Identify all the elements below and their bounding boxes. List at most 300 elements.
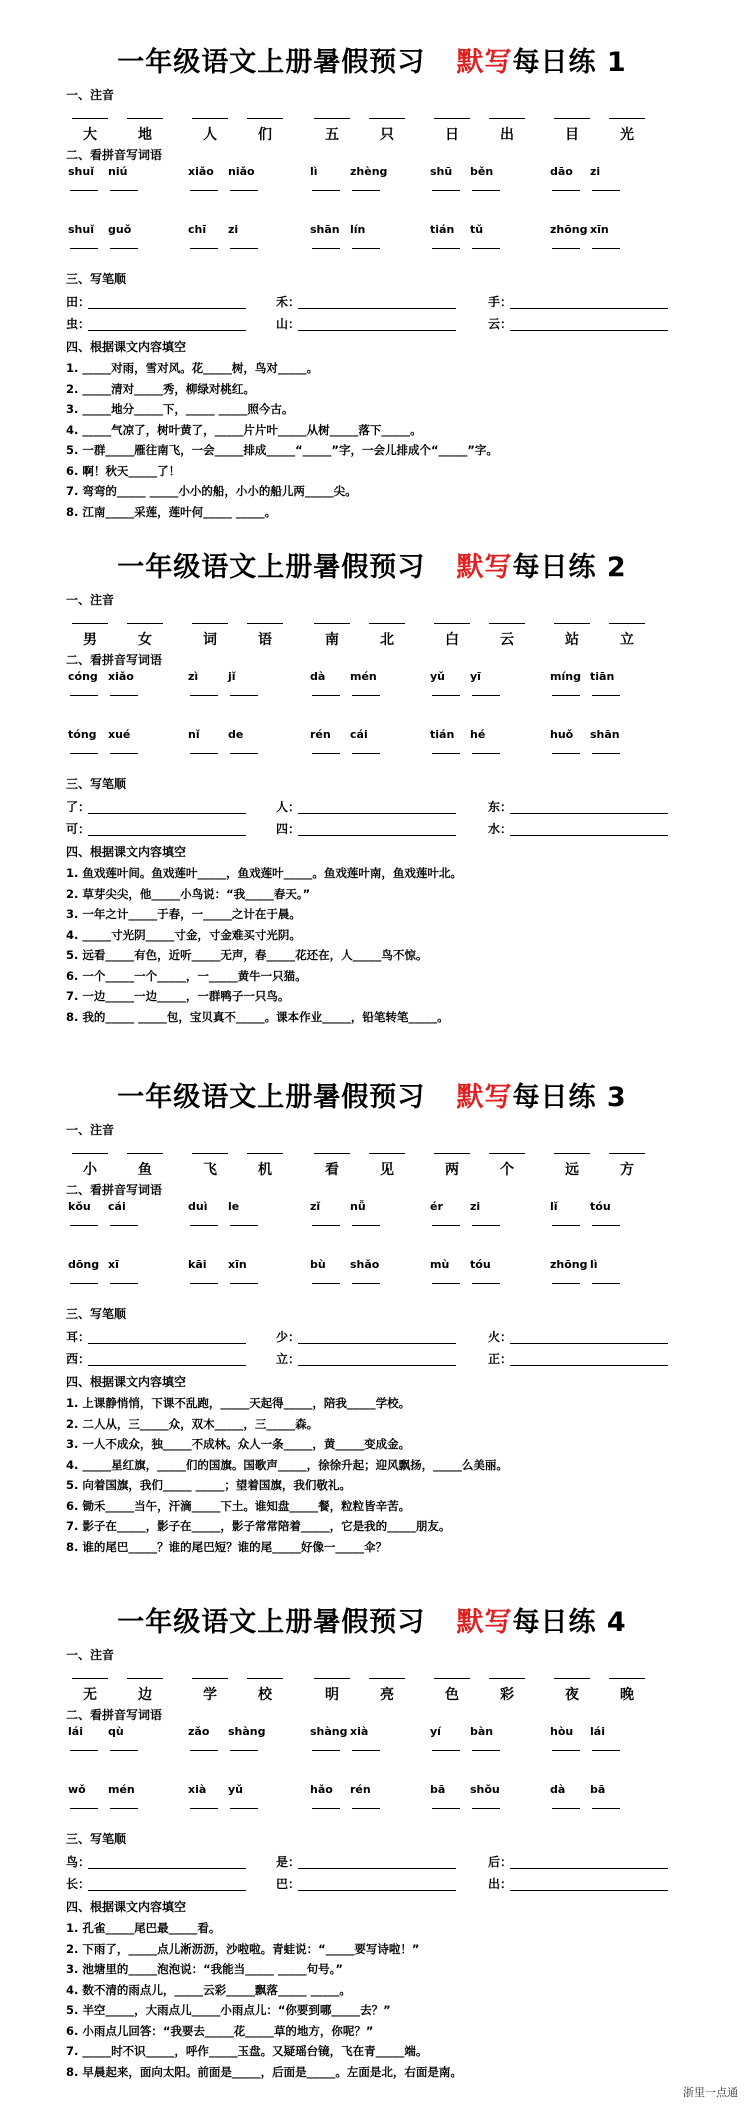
fill-blank-sentence: 3. 池塘里的_____泡泡说：“我能当_____ _____句号。” bbox=[66, 1962, 343, 1976]
fill-blank-sentence: 1. _____对雨，雪对风。花_____树，鸟对_____。 bbox=[66, 361, 319, 375]
stroke-char-label: 虫： bbox=[66, 317, 91, 331]
section-pinyin-annotate: 一、注音 bbox=[66, 1648, 115, 1662]
stroke-answer-line[interactable] bbox=[298, 835, 456, 836]
stroke-answer-line[interactable] bbox=[88, 835, 246, 836]
pinyin-syllable: le bbox=[228, 1200, 240, 1213]
fill-blank-sentence: 7. 一边_____一边_____，一群鸭子一只鸟。 bbox=[66, 989, 290, 1003]
word-char: 词 bbox=[203, 632, 217, 648]
pinyin-syllable: shàng bbox=[310, 1725, 348, 1738]
word-answer-line[interactable] bbox=[70, 190, 98, 191]
stroke-answer-line[interactable] bbox=[298, 1868, 456, 1869]
word-answer-line[interactable] bbox=[110, 1750, 138, 1751]
pinyin-syllable: zǐ bbox=[310, 1200, 321, 1213]
stroke-answer-line[interactable] bbox=[510, 1365, 668, 1366]
section-fill-blanks: 四、根据课文内容填空 bbox=[66, 845, 187, 859]
word-char: 出 bbox=[500, 127, 514, 143]
pinyin-answer-line[interactable] bbox=[314, 118, 350, 119]
word-answer-line[interactable] bbox=[592, 1283, 620, 1284]
pinyin-syllable: yī bbox=[470, 670, 481, 683]
stroke-answer-line[interactable] bbox=[298, 1365, 456, 1366]
pinyin-syllable: wǒ bbox=[68, 1783, 86, 1796]
stroke-answer-line[interactable] bbox=[298, 330, 456, 331]
stroke-answer-line[interactable] bbox=[510, 1868, 668, 1869]
stroke-char-label: 巴： bbox=[276, 1877, 301, 1891]
pinyin-syllable: zhōng bbox=[550, 223, 588, 236]
word-answer-line[interactable] bbox=[592, 1225, 620, 1226]
word-answer-line[interactable] bbox=[592, 190, 620, 191]
word-answer-line[interactable] bbox=[552, 1225, 580, 1226]
word-answer-line[interactable] bbox=[110, 695, 138, 696]
pinyin-answer-line[interactable] bbox=[192, 623, 228, 624]
stroke-char-label: 后： bbox=[488, 1855, 513, 1869]
section-pinyin-annotate: 一、注音 bbox=[66, 88, 115, 102]
pinyin-syllable: cái bbox=[350, 728, 368, 741]
word-answer-line[interactable] bbox=[70, 753, 98, 754]
pinyin-answer-line[interactable] bbox=[192, 1678, 228, 1679]
word-answer-line[interactable] bbox=[352, 248, 380, 249]
word-answer-line[interactable] bbox=[472, 1750, 500, 1751]
title-red-text: 默写 bbox=[456, 47, 513, 78]
word-answer-line[interactable] bbox=[70, 1750, 98, 1751]
word-answer-line[interactable] bbox=[552, 1808, 580, 1809]
pinyin-syllable: ér bbox=[430, 1200, 443, 1213]
fill-blank-sentence: 4. _____气凉了，树叶黄了，_____片片叶_____从树_____落下_____。 bbox=[66, 422, 422, 437]
pinyin-syllable: xī bbox=[108, 1258, 119, 1271]
pinyin-answer-line[interactable] bbox=[609, 1678, 645, 1679]
word-answer-line[interactable] bbox=[552, 190, 580, 191]
pinyin-syllable: xiǎo bbox=[108, 670, 134, 683]
word-answer-line[interactable] bbox=[230, 695, 258, 696]
pinyin-answer-line[interactable] bbox=[369, 118, 405, 119]
pinyin-answer-line[interactable] bbox=[609, 623, 645, 624]
pinyin-answer-line[interactable] bbox=[554, 118, 590, 119]
word-answer-line[interactable] bbox=[230, 1283, 258, 1284]
fill-blank-sentence: 1. 孔雀_____尾巴最_____看。 bbox=[66, 1921, 221, 1935]
word-char: 无 bbox=[83, 1687, 97, 1703]
pinyin-answer-line[interactable] bbox=[72, 1153, 108, 1154]
title-spacer bbox=[425, 47, 456, 78]
stroke-char-label: 四： bbox=[276, 822, 301, 836]
word-answer-line[interactable] bbox=[472, 1225, 500, 1226]
stroke-char-label: 鸟： bbox=[66, 1855, 91, 1869]
word-answer-line[interactable] bbox=[70, 695, 98, 696]
fill-blank-sentence: 7. 影子在_____，影子在_____，影子常常陪着_____，它是我的_____朋友。 bbox=[66, 1519, 451, 1533]
pinyin-syllable: shàng bbox=[228, 1725, 266, 1738]
word-char: 人 bbox=[203, 127, 217, 143]
word-answer-line[interactable] bbox=[432, 1283, 460, 1284]
word-answer-line[interactable] bbox=[110, 248, 138, 249]
pinyin-answer-line[interactable] bbox=[489, 623, 525, 624]
title-red-text: 默写 bbox=[456, 552, 513, 583]
pinyin-answer-line[interactable] bbox=[434, 118, 470, 119]
stroke-answer-line[interactable] bbox=[510, 835, 668, 836]
word-answer-line[interactable] bbox=[552, 695, 580, 696]
word-answer-line[interactable] bbox=[592, 1808, 620, 1809]
pinyin-syllable: běn bbox=[470, 165, 494, 178]
stroke-char-label: 水： bbox=[488, 822, 513, 836]
pinyin-answer-line[interactable] bbox=[127, 118, 163, 119]
stroke-answer-line[interactable] bbox=[298, 813, 456, 814]
word-answer-line[interactable] bbox=[352, 190, 380, 191]
worksheet-1 bbox=[0, 40, 744, 540]
stroke-answer-line[interactable] bbox=[298, 1890, 456, 1891]
title-main: 一年级语文上册暑假预习 bbox=[117, 552, 426, 583]
fill-blank-sentence: 3. _____地分_____下，_____ _____照今古。 bbox=[66, 402, 294, 416]
word-char: 远 bbox=[565, 1162, 579, 1178]
stroke-char-label: 禾： bbox=[276, 295, 301, 309]
word-char: 边 bbox=[138, 1687, 152, 1703]
pinyin-syllable: xué bbox=[108, 728, 131, 741]
word-char: 日 bbox=[445, 127, 459, 143]
stroke-char-label: 长： bbox=[66, 1877, 91, 1891]
word-char: 们 bbox=[258, 127, 272, 143]
pinyin-answer-line[interactable] bbox=[434, 1153, 470, 1154]
pinyin-answer-line[interactable] bbox=[247, 1153, 283, 1154]
pinyin-syllable: tián bbox=[430, 223, 455, 236]
fill-blank-sentence: 3. 一年之计_____于春，一_____之计在于晨。 bbox=[66, 907, 301, 921]
word-answer-line[interactable] bbox=[472, 753, 500, 754]
pinyin-answer-line[interactable] bbox=[192, 118, 228, 119]
word-answer-line[interactable] bbox=[70, 1225, 98, 1226]
pinyin-answer-line[interactable] bbox=[72, 623, 108, 624]
worksheet-4 bbox=[0, 1600, 744, 2100]
word-char: 晚 bbox=[620, 1687, 634, 1703]
pinyin-syllable: niú bbox=[108, 165, 128, 178]
stroke-answer-line[interactable] bbox=[510, 308, 668, 309]
sheet-title bbox=[0, 1600, 744, 1639]
word-answer-line[interactable] bbox=[110, 190, 138, 191]
word-char: 两 bbox=[445, 1162, 459, 1178]
word-answer-line[interactable] bbox=[472, 190, 500, 191]
word-char: 校 bbox=[258, 1687, 272, 1703]
fill-blank-sentence: 6. 啊！秋天_____了！ bbox=[66, 463, 181, 478]
pinyin-answer-line[interactable] bbox=[489, 1153, 525, 1154]
word-answer-line[interactable] bbox=[312, 695, 340, 696]
section-pinyin-annotate: 一、注音 bbox=[66, 593, 115, 607]
word-answer-line[interactable] bbox=[230, 248, 258, 249]
pinyin-syllable: dōng bbox=[68, 1258, 100, 1271]
pinyin-answer-line[interactable] bbox=[247, 623, 283, 624]
pinyin-syllable: bā bbox=[590, 1783, 606, 1796]
word-answer-line[interactable] bbox=[190, 248, 218, 249]
pinyin-syllable: tiān bbox=[590, 670, 615, 683]
word-answer-line[interactable] bbox=[592, 695, 620, 696]
pinyin-answer-line[interactable] bbox=[369, 623, 405, 624]
pinyin-answer-line[interactable] bbox=[72, 118, 108, 119]
pinyin-answer-line[interactable] bbox=[609, 1153, 645, 1154]
pinyin-syllable: xiǎo bbox=[188, 165, 214, 178]
pinyin-syllable: nǐ bbox=[188, 728, 200, 741]
pinyin-syllable: bā bbox=[430, 1783, 446, 1796]
pinyin-syllable: zi bbox=[590, 165, 601, 178]
stroke-answer-line[interactable] bbox=[510, 330, 668, 331]
fill-blank-sentence: 3. 一人不成众，独_____不成林。众人一条_____，黄_____变成金。 bbox=[66, 1437, 411, 1451]
fill-blank-sentence: 2. 草芽尖尖，他_____小鸟说：“我_____春天。” bbox=[66, 886, 311, 901]
word-answer-line[interactable] bbox=[312, 1225, 340, 1226]
pinyin-syllable: zì bbox=[188, 670, 199, 683]
stroke-answer-line[interactable] bbox=[88, 1890, 246, 1891]
word-answer-line[interactable] bbox=[190, 1283, 218, 1284]
word-answer-line[interactable] bbox=[312, 1750, 340, 1751]
section-write-words: 二、看拼音写词语 bbox=[66, 1708, 163, 1722]
word-answer-line[interactable] bbox=[432, 248, 460, 249]
word-char: 机 bbox=[258, 1162, 272, 1178]
pinyin-syllable: dāo bbox=[550, 165, 573, 178]
pinyin-answer-line[interactable] bbox=[609, 118, 645, 119]
pinyin-answer-line[interactable] bbox=[554, 1678, 590, 1679]
pinyin-answer-line[interactable] bbox=[369, 1153, 405, 1154]
title-suffix: 每日练 4 bbox=[512, 1607, 627, 1638]
word-char: 站 bbox=[565, 632, 579, 648]
word-answer-line[interactable] bbox=[312, 248, 340, 249]
word-char: 色 bbox=[445, 1687, 459, 1703]
fill-blank-sentence: 8. 我的_____ _____包，宝贝真不_____。课本作业_____，铅笔转笔_____。 bbox=[66, 1009, 449, 1024]
pinyin-syllable: xīn bbox=[590, 223, 609, 236]
word-answer-line[interactable] bbox=[472, 1283, 500, 1284]
fill-blank-sentence: 5. 向着国旗，我们_____ _____；望着国旗，我们敬礼。 bbox=[66, 1478, 351, 1492]
sheet-title bbox=[0, 40, 744, 79]
word-char: 大 bbox=[83, 127, 97, 143]
word-char: 立 bbox=[620, 632, 634, 648]
pinyin-answer-line[interactable] bbox=[314, 1678, 350, 1679]
stroke-char-label: 少： bbox=[276, 1330, 301, 1344]
stroke-char-label: 耳： bbox=[66, 1330, 91, 1344]
stroke-char-label: 手： bbox=[488, 295, 513, 309]
pinyin-answer-line[interactable] bbox=[434, 1678, 470, 1679]
word-char: 光 bbox=[620, 127, 634, 143]
title-main: 一年级语文上册暑假预习 bbox=[117, 1607, 426, 1638]
word-char: 只 bbox=[380, 127, 394, 143]
pinyin-answer-line[interactable] bbox=[554, 623, 590, 624]
fill-blank-sentence: 7. _____时不识_____，呼作_____玉盘。又疑瑶台镜，飞在青_____端。 bbox=[66, 2044, 428, 2058]
word-answer-line[interactable] bbox=[230, 190, 258, 191]
title-red-text: 默写 bbox=[456, 1082, 513, 1113]
word-answer-line[interactable] bbox=[472, 248, 500, 249]
word-answer-line[interactable] bbox=[432, 190, 460, 191]
pinyin-syllable: zhèng bbox=[350, 165, 388, 178]
word-answer-line[interactable] bbox=[70, 248, 98, 249]
pinyin-syllable: cóng bbox=[68, 670, 98, 683]
title-main: 一年级语文上册暑假预习 bbox=[117, 47, 426, 78]
pinyin-syllable: tǔ bbox=[470, 223, 484, 236]
pinyin-syllable: bàn bbox=[470, 1725, 494, 1738]
stroke-answer-line[interactable] bbox=[510, 1890, 668, 1891]
stroke-char-label: 火： bbox=[488, 1330, 513, 1344]
pinyin-answer-line[interactable] bbox=[314, 623, 350, 624]
word-answer-line[interactable] bbox=[352, 1283, 380, 1284]
section-fill-blanks: 四、根据课文内容填空 bbox=[66, 1375, 187, 1389]
pinyin-syllable: zhōng bbox=[550, 1258, 588, 1271]
pinyin-answer-line[interactable] bbox=[369, 1678, 405, 1679]
word-answer-line[interactable] bbox=[70, 1808, 98, 1809]
pinyin-syllable: dà bbox=[310, 670, 326, 683]
word-answer-line[interactable] bbox=[312, 1283, 340, 1284]
word-char: 白 bbox=[445, 632, 459, 648]
title-spacer bbox=[425, 1082, 456, 1113]
pinyin-syllable: míng bbox=[550, 670, 581, 683]
pinyin-syllable: nǚ bbox=[350, 1200, 366, 1213]
pinyin-answer-line[interactable] bbox=[127, 1153, 163, 1154]
word-answer-line[interactable] bbox=[432, 1225, 460, 1226]
stroke-answer-line[interactable] bbox=[88, 1343, 246, 1344]
pinyin-syllable: lái bbox=[590, 1725, 605, 1738]
word-answer-line[interactable] bbox=[230, 1808, 258, 1809]
pinyin-syllable: hòu bbox=[550, 1725, 574, 1738]
pinyin-syllable: yǔ bbox=[228, 1783, 244, 1796]
word-answer-line[interactable] bbox=[352, 1750, 380, 1751]
stroke-answer-line[interactable] bbox=[298, 1343, 456, 1344]
word-char: 夜 bbox=[565, 1687, 579, 1703]
word-answer-line[interactable] bbox=[110, 753, 138, 754]
title-suffix: 每日练 3 bbox=[512, 1082, 627, 1113]
pinyin-syllable: rén bbox=[350, 1783, 371, 1796]
pinyin-answer-line[interactable] bbox=[489, 118, 525, 119]
pinyin-answer-line[interactable] bbox=[314, 1153, 350, 1154]
word-char: 个 bbox=[500, 1162, 514, 1178]
pinyin-answer-line[interactable] bbox=[247, 1678, 283, 1679]
word-answer-line[interactable] bbox=[230, 1750, 258, 1751]
pinyin-syllable: mù bbox=[430, 1258, 450, 1271]
word-answer-line[interactable] bbox=[432, 695, 460, 696]
pinyin-answer-line[interactable] bbox=[489, 1678, 525, 1679]
pinyin-syllable: duì bbox=[188, 1200, 208, 1213]
word-answer-line[interactable] bbox=[190, 1808, 218, 1809]
fill-blank-sentence: 6. 锄禾_____当午，汗滴_____下土。谁知盘_____餐，粒粒皆辛苦。 bbox=[66, 1498, 411, 1513]
word-answer-line[interactable] bbox=[592, 753, 620, 754]
word-answer-line[interactable] bbox=[352, 695, 380, 696]
fill-blank-sentence: 4. _____星红旗，_____们的国旗。国歌声_____，徐徐升起；迎风飘扬，_____么美丽。 bbox=[66, 1457, 508, 1472]
pinyin-syllable: cái bbox=[108, 1200, 126, 1213]
fill-blank-sentence: 1. 上课静悄悄，下课不乱跑，_____天起得_____，陪我_____学校。 bbox=[66, 1396, 411, 1410]
word-char: 学 bbox=[203, 1687, 217, 1703]
word-answer-line[interactable] bbox=[190, 1225, 218, 1226]
pinyin-answer-line[interactable] bbox=[247, 118, 283, 119]
pinyin-syllable: mén bbox=[350, 670, 377, 683]
stroke-answer-line[interactable] bbox=[88, 308, 246, 309]
stroke-answer-line[interactable] bbox=[298, 308, 456, 309]
word-answer-line[interactable] bbox=[552, 753, 580, 754]
word-answer-line[interactable] bbox=[472, 1808, 500, 1809]
word-answer-line[interactable] bbox=[312, 753, 340, 754]
word-char: 目 bbox=[565, 127, 579, 143]
stroke-char-label: 可： bbox=[66, 822, 91, 836]
stroke-answer-line[interactable] bbox=[88, 330, 246, 331]
word-answer-line[interactable] bbox=[552, 248, 580, 249]
pinyin-syllable: shǎo bbox=[350, 1258, 380, 1271]
pinyin-syllable: bù bbox=[310, 1258, 326, 1271]
word-answer-line[interactable] bbox=[230, 1225, 258, 1226]
section-stroke-order: 三、写笔顺 bbox=[66, 1307, 127, 1321]
fill-blank-sentence: 8. 谁的尾巴_____？谁的尾巴短？谁的尾_____好像一_____伞？ bbox=[66, 1539, 388, 1554]
title-suffix: 每日练 1 bbox=[512, 47, 627, 78]
word-answer-line[interactable] bbox=[190, 753, 218, 754]
stroke-char-label: 立： bbox=[276, 1352, 301, 1366]
pinyin-answer-line[interactable] bbox=[127, 1678, 163, 1679]
section-write-words: 二、看拼音写词语 bbox=[66, 653, 163, 667]
section-write-words: 二、看拼音写词语 bbox=[66, 148, 163, 162]
pinyin-syllable: jǐ bbox=[228, 670, 236, 683]
title-main: 一年级语文上册暑假预习 bbox=[117, 1082, 426, 1113]
word-answer-line[interactable] bbox=[432, 1750, 460, 1751]
pinyin-syllable: tóng bbox=[68, 728, 97, 741]
word-answer-line[interactable] bbox=[70, 1283, 98, 1284]
word-char: 明 bbox=[325, 1687, 339, 1703]
fill-blank-sentence: 6. 一个_____一个_____，一_____黄牛一只猫。 bbox=[66, 968, 307, 983]
stroke-char-label: 田： bbox=[66, 295, 91, 309]
pinyin-syllable: chī bbox=[188, 223, 207, 236]
word-answer-line[interactable] bbox=[190, 190, 218, 191]
word-answer-line[interactable] bbox=[472, 695, 500, 696]
pinyin-syllable: shuǐ bbox=[68, 165, 94, 178]
word-answer-line[interactable] bbox=[352, 753, 380, 754]
stroke-answer-line[interactable] bbox=[88, 1868, 246, 1869]
word-answer-line[interactable] bbox=[352, 1225, 380, 1226]
section-stroke-order: 三、写笔顺 bbox=[66, 777, 127, 791]
word-answer-line[interactable] bbox=[592, 248, 620, 249]
word-answer-line[interactable] bbox=[230, 753, 258, 754]
pinyin-syllable: tián bbox=[430, 728, 455, 741]
word-answer-line[interactable] bbox=[432, 753, 460, 754]
word-char: 见 bbox=[380, 1162, 394, 1178]
pinyin-syllable: tóu bbox=[590, 1200, 611, 1213]
stroke-char-label: 了： bbox=[66, 800, 91, 814]
worksheet-2 bbox=[0, 545, 744, 1045]
word-answer-line[interactable] bbox=[110, 1225, 138, 1226]
stroke-answer-line[interactable] bbox=[88, 813, 246, 814]
word-char: 飞 bbox=[203, 1162, 217, 1178]
pinyin-syllable: hé bbox=[470, 728, 486, 741]
stroke-answer-line[interactable] bbox=[510, 813, 668, 814]
fill-blank-sentence: 4. _____寸光阴_____寸金，寸金难买寸光阴。 bbox=[66, 927, 301, 942]
word-answer-line[interactable] bbox=[190, 1750, 218, 1751]
word-answer-line[interactable] bbox=[312, 190, 340, 191]
pinyin-syllable: mén bbox=[108, 1783, 135, 1796]
word-answer-line[interactable] bbox=[592, 1750, 620, 1751]
word-char: 小 bbox=[83, 1162, 97, 1178]
pinyin-answer-line[interactable] bbox=[192, 1153, 228, 1154]
pinyin-syllable: niǎo bbox=[228, 165, 255, 178]
fill-blank-sentence: 2. _____清对_____秀，柳绿对桃红。 bbox=[66, 381, 255, 396]
pinyin-answer-line[interactable] bbox=[127, 623, 163, 624]
word-char: 方 bbox=[620, 1162, 634, 1178]
pinyin-answer-line[interactable] bbox=[554, 1153, 590, 1154]
stroke-char-label: 人： bbox=[276, 800, 301, 814]
word-char: 云 bbox=[500, 632, 514, 648]
word-answer-line[interactable] bbox=[552, 1750, 580, 1751]
pinyin-answer-line[interactable] bbox=[72, 1678, 108, 1679]
word-answer-line[interactable] bbox=[110, 1283, 138, 1284]
pinyin-syllable: tóu bbox=[470, 1258, 491, 1271]
pinyin-syllable: qù bbox=[108, 1725, 124, 1738]
word-answer-line[interactable] bbox=[432, 1808, 460, 1809]
word-char: 男 bbox=[83, 632, 97, 648]
fill-blank-sentence: 5. 半空_____，大雨点儿_____小雨点儿：“你要到哪_____去？” bbox=[66, 2003, 391, 2017]
word-char: 亮 bbox=[380, 1687, 394, 1703]
title-red-text: 默写 bbox=[456, 1607, 513, 1638]
word-answer-line[interactable] bbox=[312, 1808, 340, 1809]
stroke-answer-line[interactable] bbox=[88, 1365, 246, 1366]
word-answer-line[interactable] bbox=[352, 1808, 380, 1809]
pinyin-syllable: xià bbox=[350, 1725, 369, 1738]
word-answer-line[interactable] bbox=[552, 1283, 580, 1284]
pinyin-syllable: lǐ bbox=[550, 1200, 558, 1213]
word-answer-line[interactable] bbox=[110, 1808, 138, 1809]
pinyin-answer-line[interactable] bbox=[434, 623, 470, 624]
word-answer-line[interactable] bbox=[190, 695, 218, 696]
title-suffix: 每日练 2 bbox=[512, 552, 627, 583]
section-write-words: 二、看拼音写词语 bbox=[66, 1183, 163, 1197]
stroke-answer-line[interactable] bbox=[510, 1343, 668, 1344]
